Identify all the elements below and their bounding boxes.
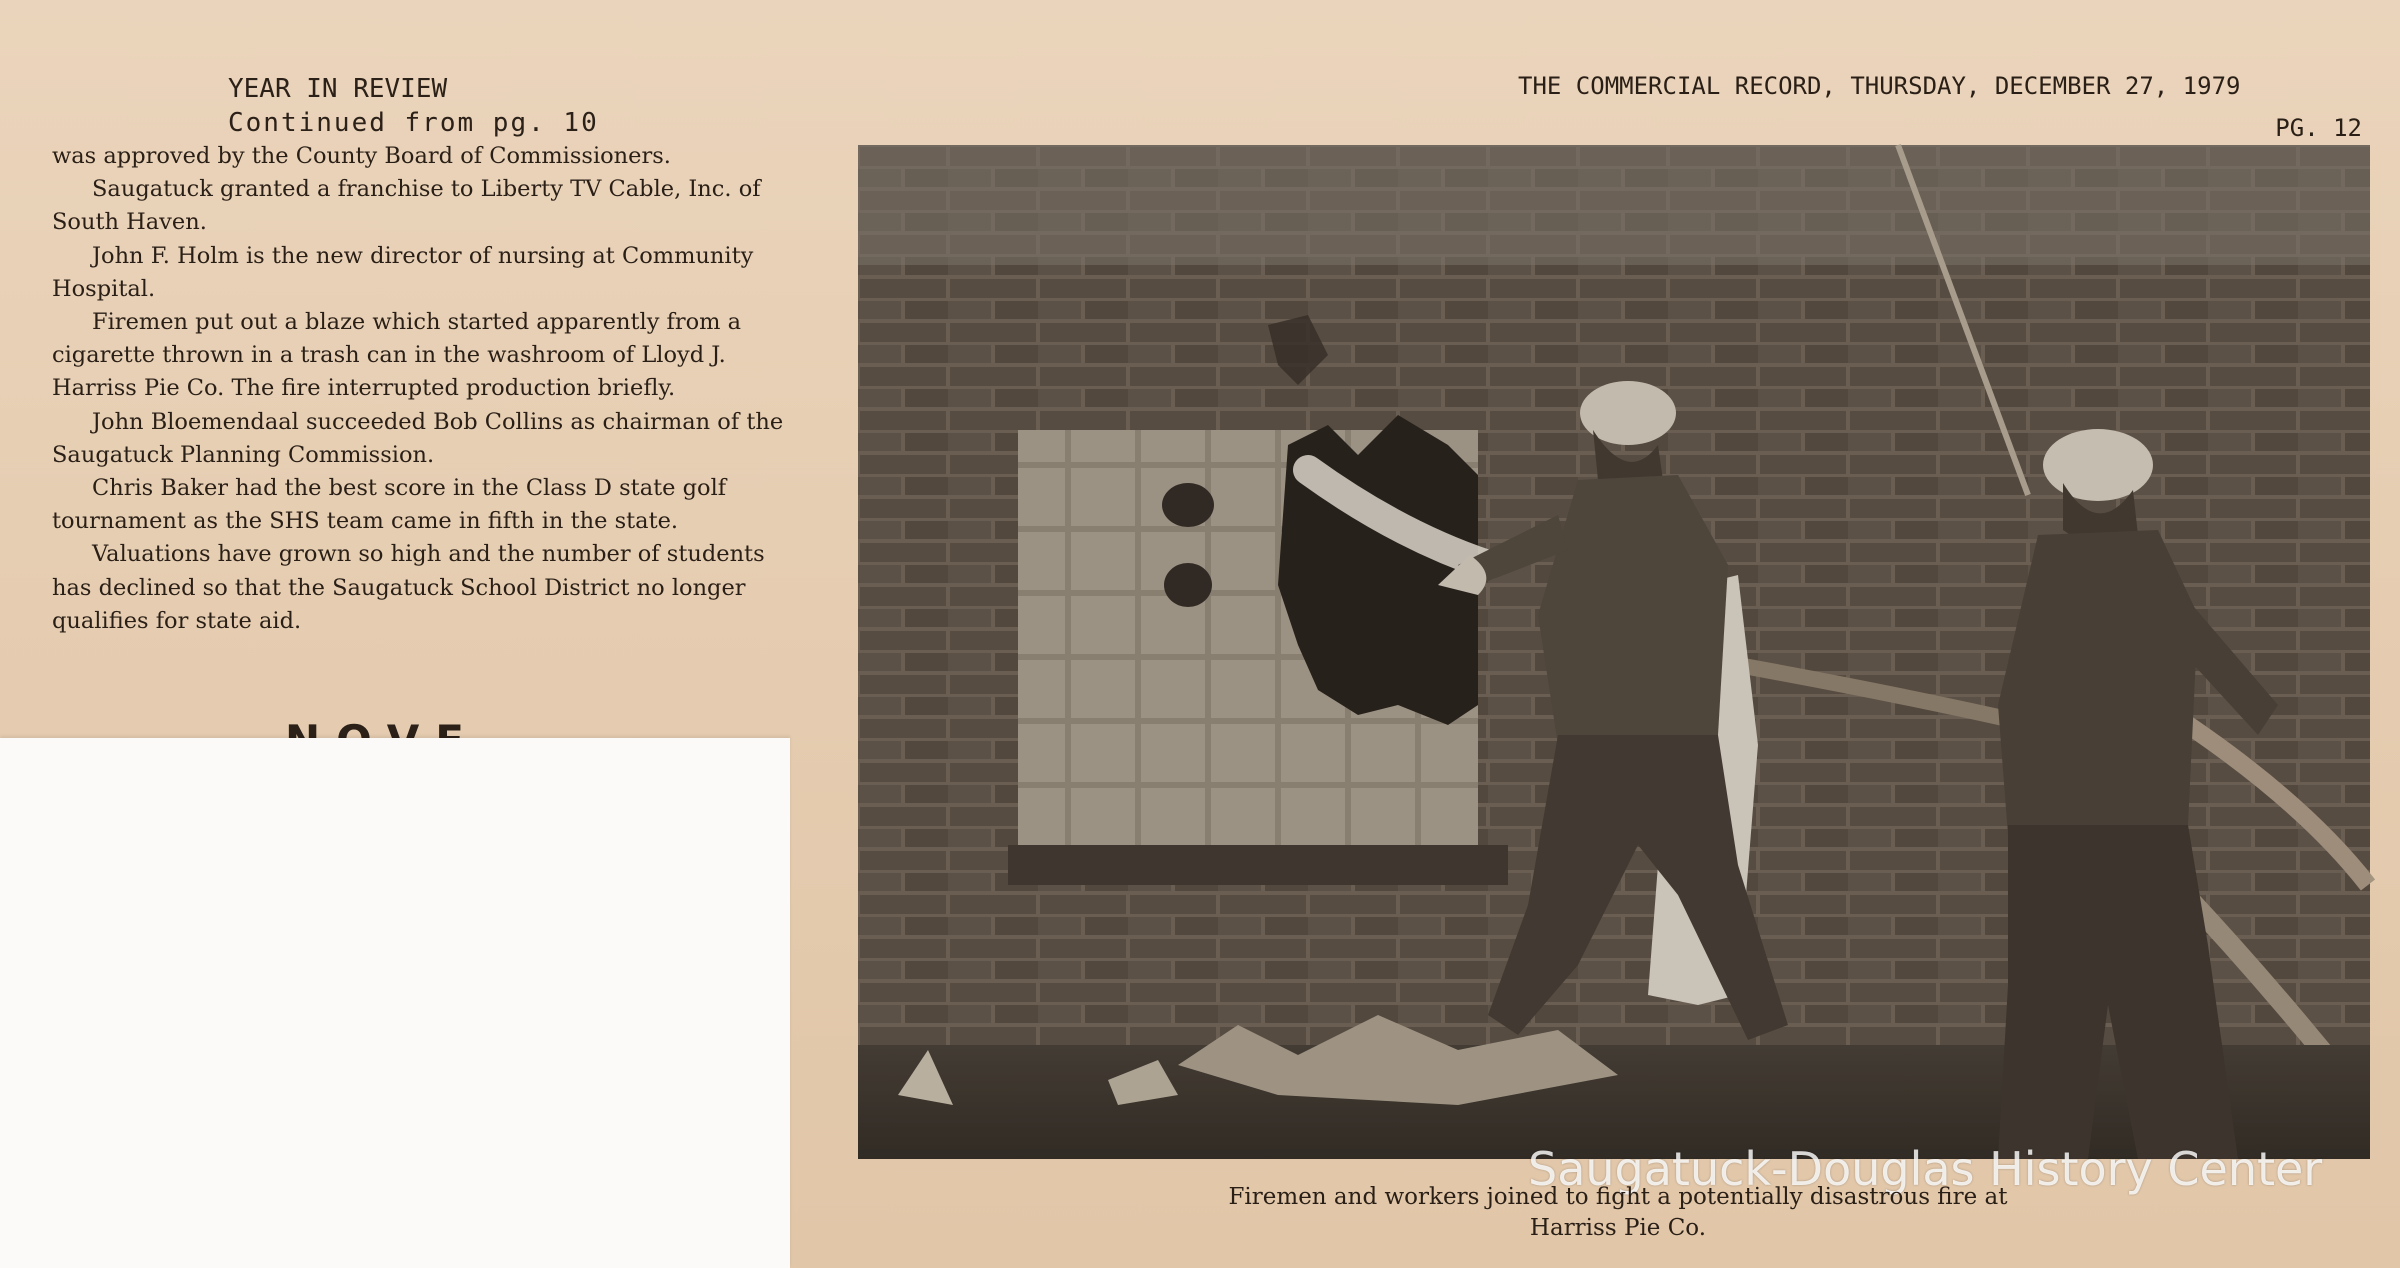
fire-scene-illustration [858, 145, 2370, 1159]
cut-off-heading [285, 716, 480, 738]
history-center-watermark: Saugatuck-Douglas History Center [1528, 1142, 2323, 1196]
article-body [52, 140, 792, 638]
newspaper-masthead: THE COMMERCIAL RECORD, THURSDAY, DECEMBER 27, 1979 [1518, 72, 2241, 100]
photo-caption: Firemen and workers joined to fight a potentially disastrous fire at Harriss Pie Co. [1228, 1184, 2008, 1241]
backing-paper [0, 738, 790, 1268]
article-paragraph: Chris Baker had the best score in the Class D state golf tournament as the SHS team came in fifth in the state. [52, 475, 727, 535]
article-paragraph: Valuations have grown so high and the number of students has declined so that the Saugatuck School District no longer qualifies for state aid. [52, 541, 765, 634]
article-paragraph: Firemen put out a blaze which started apparently from a cigarette thrown in a trash can in the washroom of Lloyd J. Harriss Pie Co. The fire interrupted production briefly. [52, 309, 742, 402]
article-paragraph: was approved by the County Board of Commissioners. [52, 143, 671, 169]
continued-note: Continued from pg. 10 [228, 108, 599, 138]
column-header [228, 72, 599, 140]
news-photo [858, 145, 2370, 1159]
article-paragraph: John F. Holm is the new director of nursing at Community Hospital. [52, 242, 754, 302]
article-paragraph: John Bloemendaal succeeded Bob Collins as chairman of the Saugatuck Planning Commission. [52, 408, 784, 468]
article-paragraph: Saugatuck granted a franchise to Liberty TV Cable, Inc. of South Haven. [52, 176, 761, 236]
page-number: PG. 12 [2275, 114, 2362, 142]
column-title: YEAR IN REVIEW [228, 74, 448, 104]
